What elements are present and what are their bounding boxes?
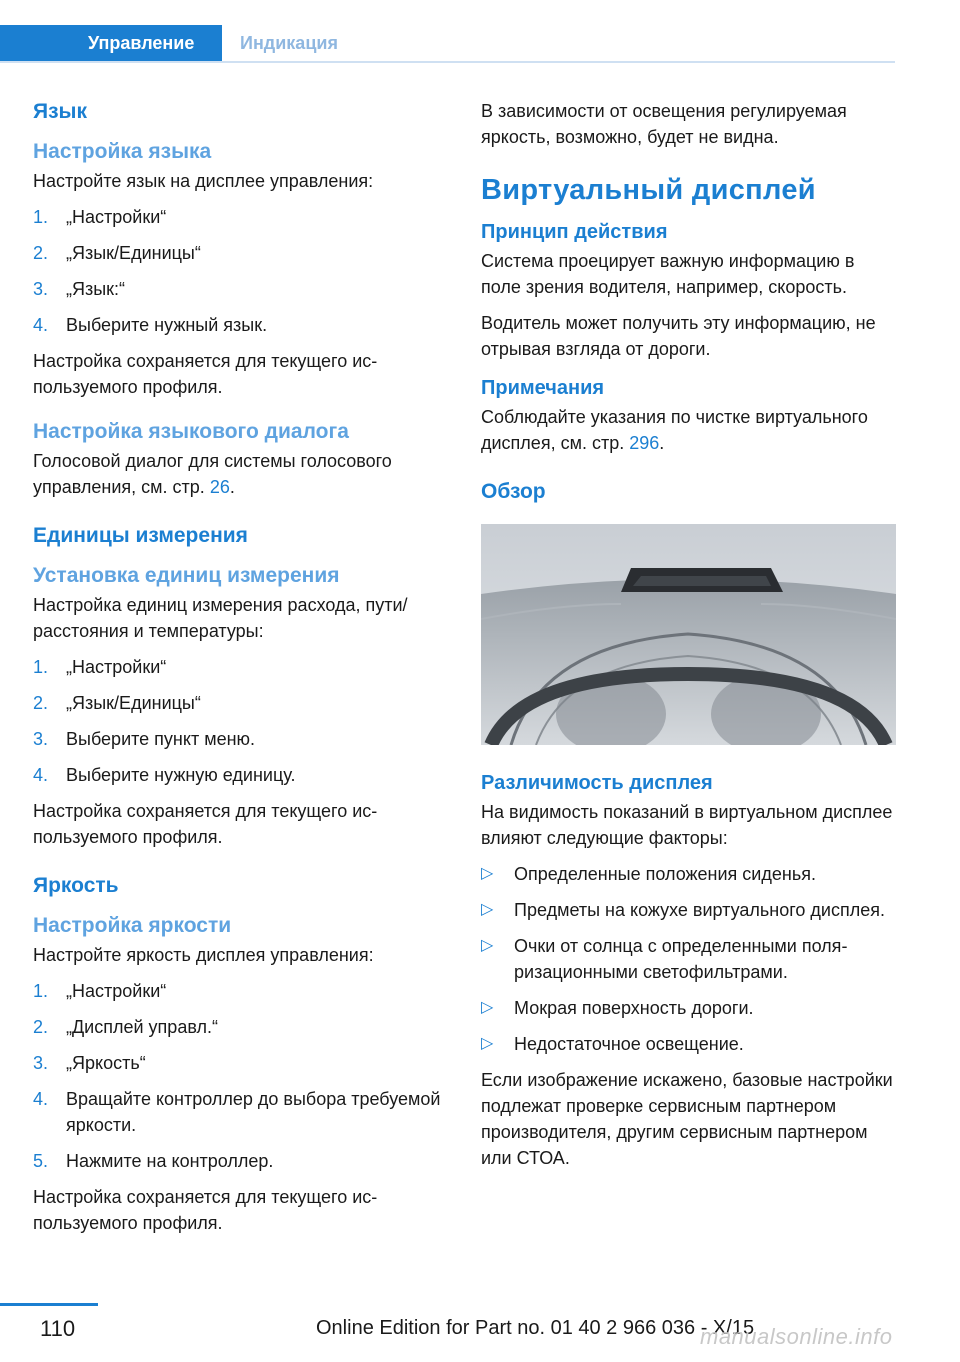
page-link-296[interactable]: 296	[629, 433, 660, 453]
edition-line: Online Edition for Part no. 01 40 2 966 036 - X/15	[316, 1317, 755, 1339]
language-setting-heading: Настройка языка	[33, 140, 212, 163]
list-item: 4. Выберите нужную единицу.	[33, 765, 296, 785]
voice-dialog-text: Голосовой диалог для системы голосового управления, см. стр. 26.	[33, 451, 392, 497]
hud-dashboard-image	[481, 524, 896, 745]
page-link-26[interactable]: 26	[209, 477, 230, 497]
list-item: 3. „Яркость“	[33, 1053, 146, 1073]
list-item: 3. „Язык:“	[33, 279, 126, 299]
notes-heading: Примечания	[481, 377, 605, 399]
language-steps	[33, 204, 451, 338]
list-item: 1. „Настройки“	[33, 657, 167, 677]
triangle-bullet-icon: ▷	[481, 1035, 494, 1052]
distortion-note: Если изображение искажено, базовые настройки подлежат проверке сервисным партнером производителя, другим сервисным партнером или СТОА.	[481, 1070, 893, 1168]
principle-text-1: Система проецирует важную информацию в поле зрения водителя, например, скорость.	[481, 251, 855, 297]
footer-rule	[0, 1303, 98, 1306]
language-heading: Язык	[33, 100, 87, 123]
tab-indication[interactable]	[240, 25, 338, 61]
triangle-bullet-icon: ▷	[481, 901, 494, 918]
list-item: 1. „Настройки“	[33, 207, 167, 227]
units-intro: Настройка единиц измерения расхода, пути/расстояния и температуры:	[33, 595, 408, 641]
notes-text: Соблюдайте указания по чистке виртуального дисплея, см. стр. 296.	[481, 407, 868, 453]
list-item: 4. Выберите нужный язык.	[33, 315, 268, 335]
visibility-factors	[481, 861, 896, 1057]
list-item: 2. „Язык/Единицы“	[33, 243, 201, 263]
brightness-saved-note: Настройка сохраняется для текущего используемого профиля.	[33, 1187, 378, 1233]
visibility-intro: На видимость показаний в виртуальном дисплее влияют следующие факторы:	[481, 802, 893, 848]
triangle-bullet-icon: ▷	[481, 937, 494, 954]
list-item: ▷ Предметы на кожухе виртуального дисплея.	[481, 897, 896, 923]
tab-indication-label: Индикация	[240, 33, 338, 53]
triangle-bullet-icon: ▷	[481, 999, 494, 1016]
principle-heading: Принцип действия	[481, 221, 668, 243]
language-saved-note: Настройка сохраняется для текущего используемого профиля.	[33, 351, 378, 397]
units-saved-note: Настройка сохраняется для текущего используемого профиля.	[33, 801, 378, 847]
list-item: 3. Выберите пункт меню.	[33, 729, 256, 749]
list-item: ▷ Определенные положения сиденья.	[481, 861, 896, 887]
page-number: 110	[40, 1316, 76, 1341]
brightness-heading: Яркость	[33, 874, 119, 897]
tab-bar	[0, 25, 895, 63]
units-steps	[33, 654, 451, 788]
units-heading: Единицы измерения	[33, 524, 248, 547]
right-column	[481, 98, 896, 1181]
list-item: 1. „Настройки“	[33, 981, 167, 1001]
overview-heading: Обзор	[481, 480, 546, 503]
tab-management[interactable]	[0, 25, 222, 61]
visibility-heading: Различимость дисплея	[481, 772, 713, 794]
brightness-steps	[33, 978, 451, 1174]
brightness-visibility-note: В зависимости от освещения регулируемая яркость, возможно, будет не видна.	[481, 101, 847, 147]
brightness-setting-heading: Настройка яркости	[33, 914, 232, 937]
units-setting-heading: Установка единиц измерения	[33, 564, 340, 587]
tab-management-label: Управление	[88, 33, 195, 53]
triangle-bullet-icon: ▷	[481, 865, 494, 882]
hud-heading: Виртуальный дисплей	[481, 174, 816, 206]
list-item: ▷ Мокрая поверхность дороги.	[481, 995, 896, 1021]
list-item: 2. „Дисплей управл.“	[33, 1017, 218, 1037]
list-item: 5. Нажмите на контроллер.	[33, 1151, 274, 1171]
principle-text-2: Водитель может получить эту информацию, не отрывая взгляда от дороги.	[481, 313, 876, 359]
list-item: ▷ Очки от солнца с определенными поляризационными светофильтрами.	[481, 933, 896, 985]
brightness-intro: Настройте яркость дисплея управления:	[33, 945, 374, 965]
list-item: 2. „Язык/Единицы“	[33, 693, 201, 713]
language-intro: Настройте язык на дисплее управления:	[33, 171, 374, 191]
list-item: ▷ Недостаточное освещение.	[481, 1031, 896, 1057]
left-column	[33, 98, 451, 1246]
list-item: 4. Вращайте контроллер до выбора требуемой яркости.	[33, 1089, 441, 1135]
watermark: manualsonline.info	[700, 1324, 893, 1349]
voice-dialog-heading: Настройка языкового диалога	[33, 420, 349, 443]
